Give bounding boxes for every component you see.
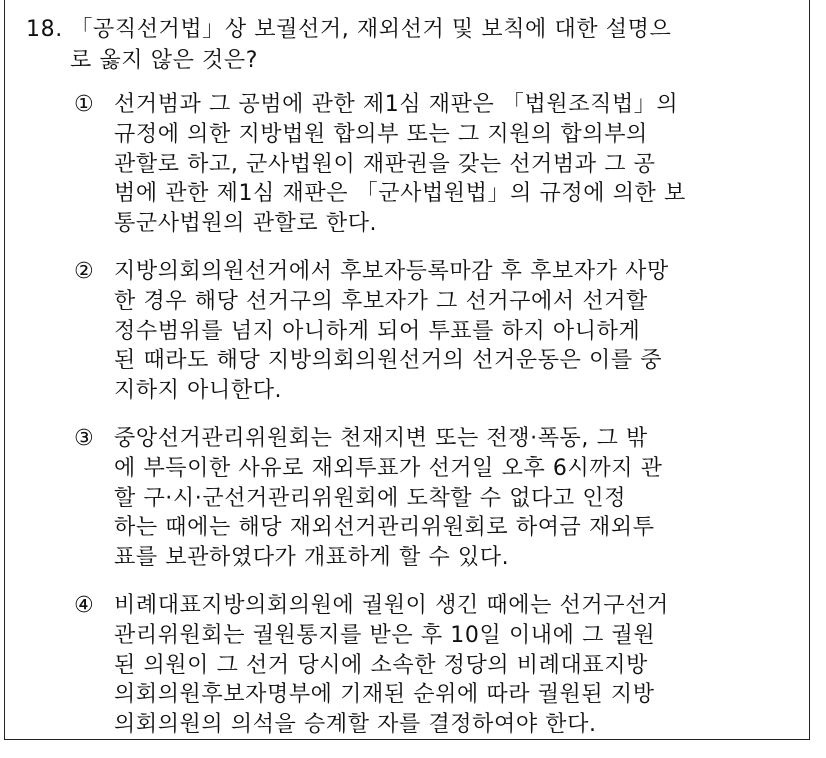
- option-text-line: 관리위원회는 궐원통지를 받은 후 10일 이내에 그 궐원: [114, 622, 656, 648]
- answer-option-2[interactable]: [74, 257, 786, 406]
- option-marker-1: ①: [74, 92, 95, 117]
- option-text-line: 비례대표지방의회의원에 궐원이 생긴 때에는 선거구선거: [114, 592, 669, 618]
- option-marker-4: ④: [74, 592, 95, 618]
- question-stem-line-2: 로 옳지 않은 것은?: [70, 48, 259, 73]
- option-text-line: 할 구·시·군선거관리위원회에 도착할 수 없다고 인정: [114, 485, 627, 511]
- question-number: 18.: [26, 17, 63, 42]
- option-text-line: 하는 때에는 해당 재외선거관리위원회로 하여금 재외투: [114, 515, 655, 541]
- option-text-line: 규정에 의한 지방법원 합의부 또는 그 지원의 합의부의: [114, 121, 648, 147]
- option-text-line: 지하지 아니한다.: [114, 378, 283, 404]
- question-stem-line-1: [26, 14, 786, 45]
- answer-option-1[interactable]: [74, 90, 786, 239]
- option-text-line: 의회의원의 의석을 승계할 자를 결정하여야 한다.: [114, 712, 597, 738]
- option-text-line: 선거범과 그 공범에 관한 제1심 재판은 「법원조직법」의: [114, 92, 679, 117]
- question-block: [26, 14, 786, 76]
- answer-options: [74, 90, 786, 758]
- option-text-line: 된 의원이 그 선거 당시에 소속한 정당의 비례대표지방: [114, 652, 648, 678]
- option-text-line: 지방의회의원선거에서 후보자등록마감 후 후보자가 사망: [114, 258, 669, 284]
- option-text-line: 정수범위를 넘지 아니하게 되어 투표를 하지 아니하게: [114, 318, 641, 344]
- option-text-line: 범에 관한 제1심 재판은 「군사법원법」의 규정에 의한 보: [114, 181, 686, 207]
- option-text-line: 중앙선거관리위원회는 천재지변 또는 전쟁·폭동, 그 밖: [114, 425, 648, 451]
- option-text-line: 관할로 하고, 군사법원이 재판권을 갖는 선거범과 그 공: [114, 151, 656, 177]
- option-marker-3: ③: [74, 425, 95, 451]
- answer-option-3[interactable]: [74, 424, 786, 573]
- option-text-line: 통군사법원의 관할로 한다.: [114, 211, 378, 237]
- option-text-line: 표를 보관하였다가 개표하게 할 수 있다.: [114, 545, 510, 571]
- option-text-line: 한 경우 해당 선거구의 후보자가 그 선거구에서 선거할: [114, 288, 648, 314]
- option-text-line: 의회의원후보자명부에 기재된 순위에 따라 궐원된 지방: [114, 682, 655, 708]
- option-text-line: 에 부득이한 사유로 재외투표가 선거일 오후 6시까지 관: [114, 455, 663, 481]
- question-stem: 「공직선거법」상 보궐선거, 재외선거 및 보칙에 대한 설명으: [70, 17, 672, 42]
- option-text-line: 된 때라도 해당 지방의회의원선거의 선거운동은 이를 중: [114, 348, 663, 374]
- option-marker-2: ②: [74, 258, 95, 284]
